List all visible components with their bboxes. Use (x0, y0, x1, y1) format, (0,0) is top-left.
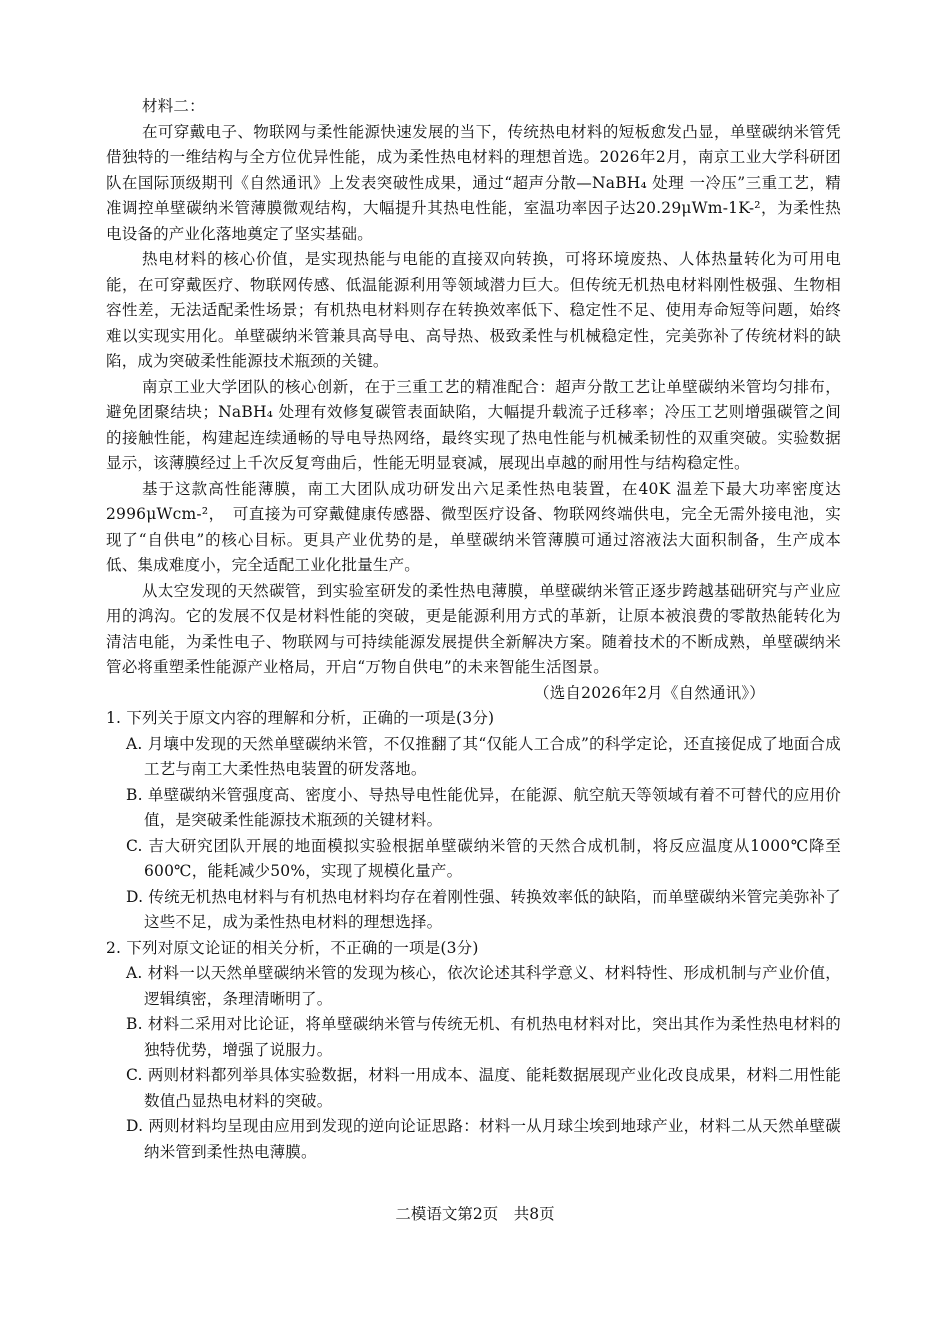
answer-option: C. 两则材料都列举具体实验数据，材料一用成本、温度、能耗数据展现产业化改良成果，材料二用性能数值凸显热电材料的突破。 (126, 1066, 841, 1110)
answer-option: B. 材料二采用对比论证，将单壁碳纳米管与传统无机、有机热电材料对比，突出其作为柔性热电材料的独特优势，增强了说服力。 (126, 1015, 841, 1059)
page-content (106, 94, 841, 1165)
material-heading: 材料二： (142, 97, 205, 115)
page-footer: 二模语文第2页 共8页 (395, 1205, 555, 1223)
source-citation: （选自2026年2月《自然通讯》） (534, 683, 765, 702)
paragraph: 从太空发现的天然碳管，到实验室研发的柔性热电薄膜，单壁碳纳米管正逐步跨越基础研究与产业应用的鸿沟。它的发展不仅是材料性能的突破，更是能源利用方式的革新，让原本被浪费的零散热能转化为清洁电能，为柔性电子、物联网与可持续能源发展提供全新解决方案。随着技术的不断成熟，单壁碳纳米管必将重塑柔性能源产业格局，开启“万物自供电”的未来智能生活图景。 (106, 581, 841, 676)
question-stem: 1. 下列关于原文内容的理解和分析，正确的一项是(3分) (106, 709, 495, 727)
answer-option: D. 传统无机热电材料与有机热电材料均存在着刚性强、转换效率低的缺陷，而单壁碳纳米管完美弥补了这些不足，成为柔性热电材料的理想选择。 (126, 887, 841, 931)
paragraph: 基于这款高性能薄膜，南工大团队成功研发出六足柔性热电装置，在40K 温差下最大功率密度达2996μWcm-²， 可直接为可穿戴健康传感器、微型医疗设备、物联网终端供电，完全无需外接电池，实现了“自供电”的核心目标。更具产业优势的是，单壁碳纳米管薄膜可通过溶液法大面积制备，生产成本低、集成难度小，完全适配工业化批量生产。 (106, 479, 841, 574)
paragraph: 南京工业大学团队的核心创新，在于三重工艺的精准配合：超声分散工艺让单壁碳纳米管均匀排布，避免团聚结块；NaBH₄ 处理有效修复碳管表面缺陷，大幅提升载流子迁移率；冷压工艺则增强碳管之间的接触性能，构建起连续通畅的导电导热网络，最终实现了热电性能与机械柔韧性的双重突破。实验数据显示，该薄膜经过上千次反复弯曲后，性能无明显衰减，展现出卓越的耐用性与结构稳定性。 (106, 377, 841, 472)
answer-option: D. 两则材料均呈现由应用到发现的逆向论证思路：材料一从月球尘埃到地球产业，材料二从天然单壁碳纳米管到柔性热电薄膜。 (126, 1117, 841, 1161)
answer-option: A. 材料一以天然单壁碳纳米管的发现为核心，依次论述其科学意义、材料特性、形成机制与产业价值，逻辑缜密，条理清晰明了。 (126, 964, 841, 1008)
paragraph: 在可穿戴电子、物联网与柔性能源快速发展的当下，传统热电材料的短板愈发凸显，单壁碳纳米管凭借独特的一维结构与全方位优异性能，成为柔性热电材料的理想首选。2026年2月，南京工业大学科研团队在国际顶级期刊《自然通讯》上发表突破性成果，通过“超声分散—NaBH₄ 处理 一冷压”三重工艺，精准调控单壁碳纳米管薄膜微观结构，大幅提升其热电性能，室温功率因子达20.29μWm-1K-²，为柔性热电设备的产业化落地奠定了坚实基础。 (106, 122, 841, 243)
answer-option: A. 月壤中发现的天然单壁碳纳米管，不仅推翻了其“仅能人工合成”的科学定论，还直接促成了地面合成工艺与南工大柔性热电装置的研发落地。 (126, 734, 841, 778)
answer-option: B. 单壁碳纳米管强度高、密度小、导热导电性能优异，在能源、航空航天等领域有着不可替代的应用价值，是突破柔性能源技术瓶颈的关键材料。 (126, 785, 841, 829)
paragraph: 热电材料的核心价值，是实现热能与电能的直接双向转换，可将环境废热、人体热量转化为可用电能，在可穿戴医疗、物联网传感、低温能源利用等领域潜力巨大。但传统无机热电材料刚性极强、生物相容性差，无法适配柔性场景；有机热电材料则存在转换效率低下、稳定性不足、使用寿命短等问题，始终难以实现实用化。单壁碳纳米管兼具高导电、高导热、极致柔性与机械稳定性，完美弥补了传统材料的缺陷，成为突破柔性能源技术瓶颈的关键。 (106, 250, 841, 370)
answer-option: C. 吉大研究团队开展的地面模拟实验根据单壁碳纳米管的天然合成机制，将反应温度从1000℃降至600℃，能耗减少50%，实现了规模化量产。 (126, 836, 841, 880)
question-stem: 2. 下列对原文论证的相关分析，不正确的一项是(3分) (106, 938, 479, 957)
